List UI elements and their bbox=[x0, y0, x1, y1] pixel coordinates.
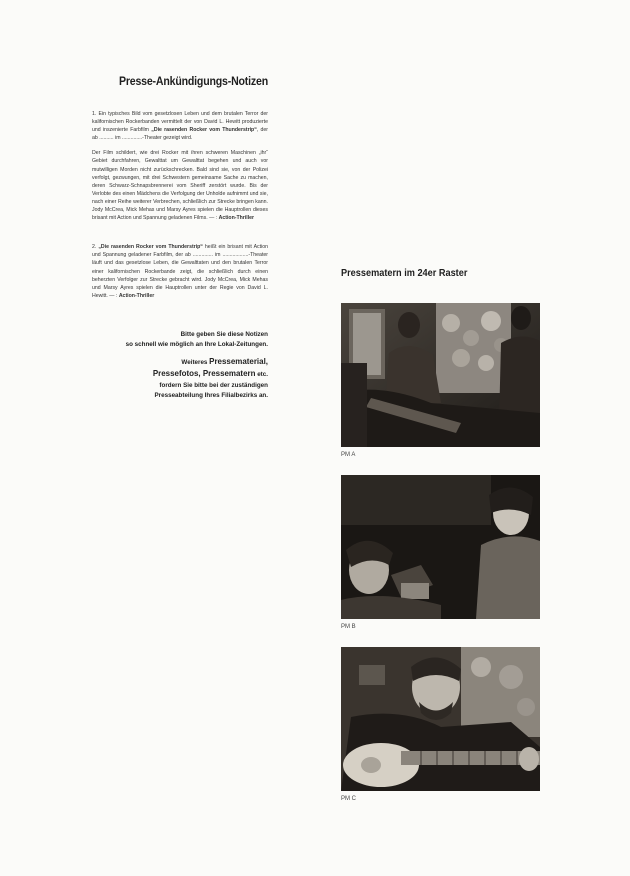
photo-caption-pm-c: PM C bbox=[341, 796, 356, 802]
notice-2-text: heißt ein brisant mit Action und Spannung geladener Farbfilm, der ab .............. im ..................-Theater läuft und das gesetzlose Leben, die Gewalttaten und den brutalen Terror einer kalifornischen Rockerbande zeigt, die schließlich durch einen beherzten Verfolger zur Strecke gebracht wird. Jody McCrea, Mick Mehas und Marsy Ayres spielen die Hauptrollen unter der Regie von David L. Hewitt. — : bbox=[92, 244, 268, 299]
photo-pm-c bbox=[341, 647, 540, 791]
genre-label-2: Action-Thriller bbox=[118, 292, 155, 299]
notice-2-paragraph bbox=[92, 243, 268, 300]
photo-pm-a-image bbox=[341, 303, 540, 447]
photo-pm-b-image bbox=[341, 475, 540, 619]
photo-pm-a bbox=[341, 303, 540, 447]
photo-caption-pm-a: PM A bbox=[341, 452, 356, 458]
request-notice bbox=[92, 330, 268, 402]
notice-1-text: 1. Ein typisches Bild vom gesetzlosen Leben und dem brutalen Terror der kalifornischen Rockerbanden vermittelt der von David L. Hewitt produzierte und inszenierte Farbfilm bbox=[92, 111, 268, 134]
spacer bbox=[341, 631, 541, 647]
photo-pm-c-image bbox=[341, 647, 540, 791]
request-line-4-post: etc. bbox=[255, 371, 268, 379]
request-line-4 bbox=[101, 368, 268, 381]
request-line-3-pre: Weiteres bbox=[181, 358, 210, 366]
notice-2-number: 2. bbox=[92, 244, 99, 251]
notice-1-synopsis: Der Film schildert, wie drei Rocker mit ihren schweren Maschinen „ihr“ Gebiet durchfahren, Gewalttat um Gewalttat begehen und auch vor mutwilligen Morden nicht zurückschrecken. Bald sind sie, von der Polizei verfolgt, gezwungen, mit drei Schwestern gemeinsame Sache zu machen, deren Schwarz-Schnapsbrennerei vom Sheriff zerstört wurde. Bis der Verlobte des einen Mädchens die Verfolgung der Unholde aufnimmt und sie, nach einer Reihe weiterer Verbrechen, schließlich zur Strecke bringen kann. Jody McCrea, Mick Mehas und Marsy Ayres spielen die Hauptrollen dieses brisant mit Action und Spannung geladenen Films. — : bbox=[92, 150, 268, 222]
photo-pm-b bbox=[341, 475, 540, 619]
film-title-2: „Die rasenden Rocker vom Thunderstrip“ bbox=[98, 244, 203, 251]
request-line-3 bbox=[101, 356, 268, 369]
spacer bbox=[341, 459, 541, 475]
page-heading: Presse-Ankündigungs-Notizen bbox=[118, 76, 269, 88]
request-line-5: fordern Sie bitte bei der zuständigen bbox=[159, 381, 268, 389]
photo-column bbox=[341, 268, 541, 803]
request-line-6: Presseabteilung Ihres Filialbezirks an. bbox=[154, 392, 268, 400]
notice-1-text-end: , der ab .......... im ..............-Theater gezeigt wird. bbox=[92, 127, 268, 142]
film-title: „Die rasenden Rocker vom Thunderstrip“ bbox=[151, 127, 257, 134]
request-line-2: so schnell wie möglich an Ihre Lokal-Zeitungen. bbox=[125, 341, 268, 349]
request-line-1: Bitte geben Sie diese Notizen bbox=[180, 330, 268, 338]
spacer bbox=[92, 229, 268, 243]
notice-1-paragraph-2 bbox=[92, 149, 268, 222]
genre-label: Action-Thriller bbox=[218, 215, 255, 222]
request-line-3-big: Pressematerial, bbox=[209, 355, 268, 366]
notice-1-paragraph-1 bbox=[92, 110, 268, 142]
request-line-4-big: Pressefotos, Pressematern bbox=[152, 368, 256, 379]
announcement-column bbox=[92, 72, 268, 402]
photo-section-heading: Pressematern im 24er Raster bbox=[341, 268, 468, 279]
photo-caption-pm-b: PM B bbox=[341, 624, 356, 630]
